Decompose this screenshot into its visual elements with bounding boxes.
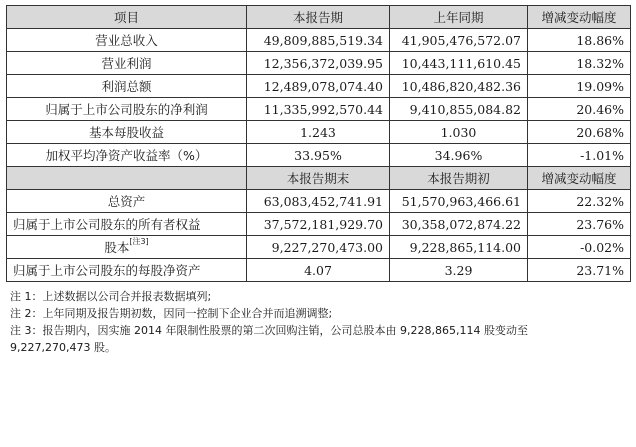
footnotes [6, 288, 630, 356]
subheader-blank [7, 167, 247, 190]
footnote-1: 注 1：上述数据以公司合并报表数据填列; [10, 290, 212, 303]
table-row [7, 75, 631, 98]
cell-current: 33.95% [247, 144, 390, 167]
row-label: 利润总额 [7, 75, 247, 98]
cell-current: 11,335,992,570.44 [247, 98, 390, 121]
cell-change: 23.71% [528, 259, 631, 282]
cell-change: 20.68% [528, 121, 631, 144]
cell-change: 23.76% [528, 213, 631, 236]
cell-change: -1.01% [528, 144, 631, 167]
row-label: 总资产 [7, 190, 247, 213]
subheader-change: 增减变动幅度 [528, 167, 631, 190]
row-label: 归属于上市公司股东的净利润 [7, 98, 247, 121]
financial-table [6, 5, 631, 282]
table-row [7, 98, 631, 121]
header-current-period: 本报告期 [247, 6, 390, 29]
cell-period-start: 9,228,865,114.00 [390, 236, 528, 259]
row-label: 加权平均净资产收益率（%） [7, 144, 247, 167]
row-label: 基本每股收益 [7, 121, 247, 144]
financial-summary [6, 5, 630, 356]
cell-change: 19.09% [528, 75, 631, 98]
cell-change: 20.46% [528, 98, 631, 121]
cell-period-end: 4.07 [247, 259, 390, 282]
cell-change: 22.32% [528, 190, 631, 213]
row-label-text: 股本 [104, 240, 130, 255]
footnote-ref: [注3] [129, 237, 149, 246]
header-change: 增减变动幅度 [528, 6, 631, 29]
cell-prior: 34.96% [390, 144, 528, 167]
table-row [7, 29, 631, 52]
cell-prior: 9,410,855,084.82 [390, 98, 528, 121]
row-label: 归属于上市公司股东的每股净资产 [7, 259, 247, 282]
subheader-period-start: 本报告期初 [390, 167, 528, 190]
table-row [7, 52, 631, 75]
cell-current: 12,489,078,074.40 [247, 75, 390, 98]
header-prior-period: 上年同期 [390, 6, 528, 29]
subheader-period-end: 本报告期末 [247, 167, 390, 190]
row-label: 营业利润 [7, 52, 247, 75]
row-label-share-capital [7, 236, 247, 259]
cell-period-start: 3.29 [390, 259, 528, 282]
cell-prior: 10,443,111,610.45 [390, 52, 528, 75]
cell-current: 49,809,885,519.34 [247, 29, 390, 52]
table-subheader-row [7, 167, 631, 190]
table-header-row [7, 6, 631, 29]
cell-prior: 41,905,476,572.07 [390, 29, 528, 52]
cell-period-start: 30,358,072,874.22 [390, 213, 528, 236]
cell-change: 18.32% [528, 52, 631, 75]
table-row [7, 259, 631, 282]
table-row [7, 190, 631, 213]
cell-period-end: 37,572,181,929.70 [247, 213, 390, 236]
cell-period-end: 63,083,452,741.91 [247, 190, 390, 213]
row-label: 营业总收入 [7, 29, 247, 52]
footnote-3: 注 3：报告期内，因实施 2014 年限制性股票的第二次回购注销，公司总股本由 9,228,865,114 股变动至 [10, 324, 528, 337]
cell-current: 1.243 [247, 121, 390, 144]
table-row [7, 236, 631, 259]
table-row [7, 144, 631, 167]
cell-prior: 1.030 [390, 121, 528, 144]
footnote-2: 注 2：上年同期及报告期初数，因同一控制下企业合并而追溯调整; [10, 307, 333, 320]
table-row [7, 121, 631, 144]
cell-period-start: 51,570,963,466.61 [390, 190, 528, 213]
row-label: 归属于上市公司股东的所有者权益 [7, 213, 247, 236]
header-item: 项目 [7, 6, 247, 29]
cell-change: -0.02% [528, 236, 631, 259]
cell-current: 12,356,372,039.95 [247, 52, 390, 75]
footnote-3-continued: 9,227,270,473 股。 [10, 341, 116, 354]
cell-change: 18.86% [528, 29, 631, 52]
table-row [7, 213, 631, 236]
cell-period-end: 9,227,270,473.00 [247, 236, 390, 259]
cell-prior: 10,486,820,482.36 [390, 75, 528, 98]
